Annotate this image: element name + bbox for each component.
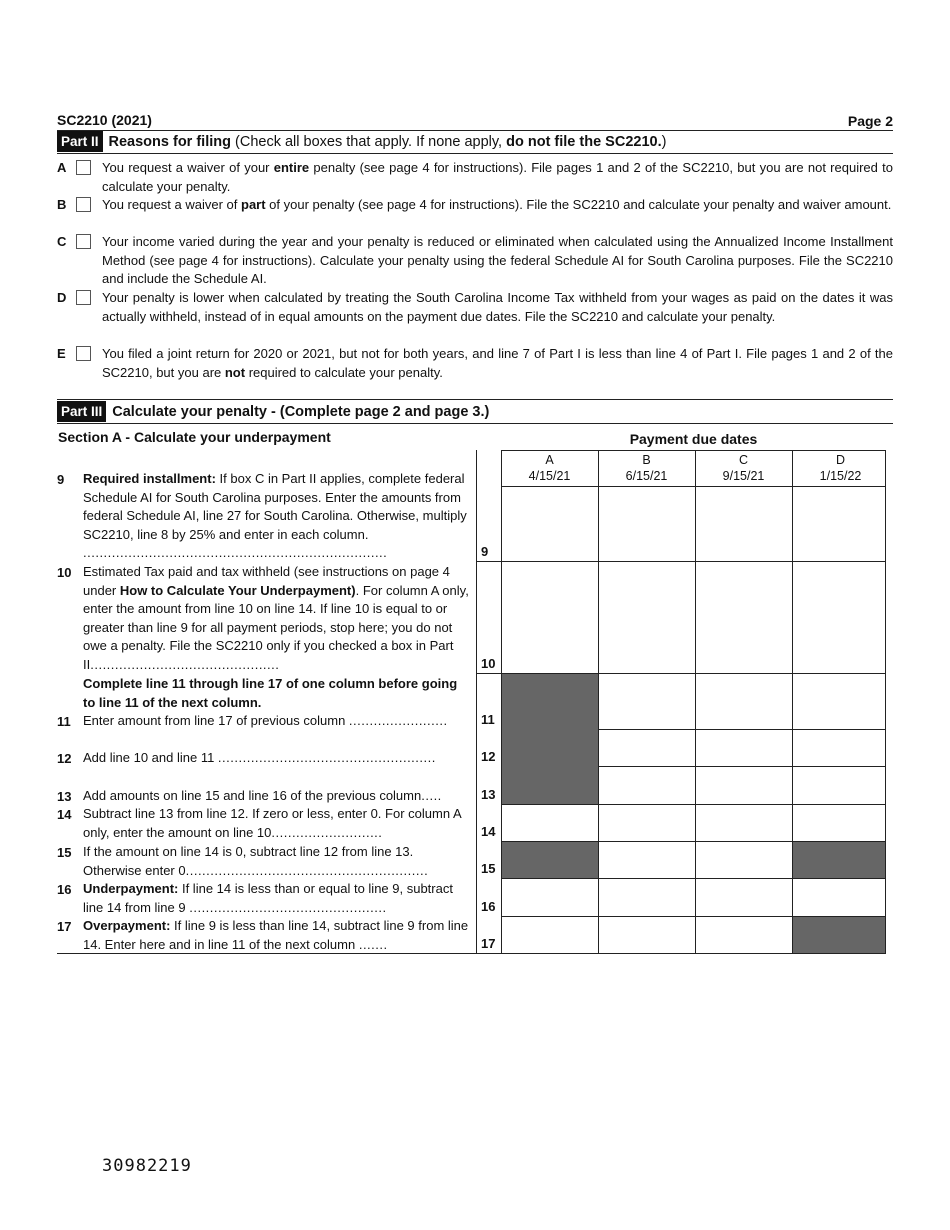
- line10-col-b-input[interactable]: [599, 562, 695, 673]
- line9-col-a-input[interactable]: [502, 487, 598, 561]
- line10-text: Estimated Tax paid and tax withheld (see instructions on page 4 under How to Calculate Your Underpayment). For column A only, enter the amount from line 10 on line 14. If line 10 is equal to or greater than line 9 for all payment periods, stop here; you do not owe a penalty. File the SC2210 only if you checked a box in Part II..............................................: [83, 564, 469, 672]
- reason-text: You filed a joint return for 2020 or 2021, but not for both years, and line 7 of Part I is less than line 4 of Part I. File pages 1 and 2 of the SC2210, but you are not required to calculate your penalty.: [102, 346, 893, 380]
- reason-text: You request a waiver of part of your penalty (see page 4 for instructions). File the SC2210 and calculate your penalty and waiver amount.: [102, 197, 892, 212]
- part2-title: Reasons for filing (Check all boxes that apply. If none apply, do not file the SC2210.): [108, 133, 667, 150]
- column-instruction: Complete line 11 through line 17 of one column before going to line 11 of the next column.: [83, 676, 458, 710]
- reason-c-checkbox[interactable]: [76, 234, 91, 249]
- reason-a: [57, 159, 893, 196]
- line14-text: Subtract line 13 from line 12. If zero or less, enter 0. For column A only, enter the amount on line 10...........................: [83, 806, 461, 840]
- line16-text: Underpayment: If line 14 is less than or equal to line 9, subtract line 14 from line 9 ................................................: [83, 881, 453, 915]
- line10-col-c-input[interactable]: [696, 562, 792, 673]
- line-number: 14: [57, 807, 72, 822]
- line-number: 11: [57, 714, 71, 729]
- line9-col-d-input[interactable]: [793, 487, 885, 561]
- reason-text: Your income varied during the year and your penalty is reduced or eliminated when calculated using the Annualized Income Installment Method (see page 4 for instructions). Calculate your penalty using the federal Schedule AI for South Carolina purposes. File the SC2210 and include the Schedule AI.: [102, 234, 893, 287]
- part3-header: [57, 401, 489, 422]
- reason-b-checkbox[interactable]: [76, 197, 91, 212]
- grid-line: [501, 878, 886, 879]
- part2-header: [57, 131, 666, 152]
- line-number: 10: [57, 565, 72, 580]
- part2-rule: [57, 153, 893, 154]
- line-number: 12: [57, 751, 72, 766]
- grid-line: [598, 766, 886, 767]
- grid-line: [476, 673, 886, 674]
- shaded-cell: [792, 841, 886, 878]
- line-box-number: 13: [481, 787, 496, 802]
- line11-text: Enter amount from line 17 of previous column ........................: [83, 713, 448, 728]
- col-d-header: D 1/15/22: [819, 453, 862, 483]
- grid-line: [501, 804, 886, 805]
- line-box-number: 11: [481, 712, 495, 727]
- line13-text: Add amounts on line 15 and line 16 of the previous column.....: [83, 788, 442, 803]
- line9-text: Required installment: If box C in Part II applies, complete federal Schedule AI for South Carolina purposes. Enter the amounts from federal Schedule AI, line 27 for South Carolina. Otherwise, multiply SC2210, line 8 by 25% and enter in each column. ..........................................................................: [83, 471, 467, 561]
- reason-e-checkbox[interactable]: [76, 346, 91, 361]
- reason-a-checkbox[interactable]: [76, 160, 91, 175]
- reason-text: You request a waiver of your entire penalty (see page 4 for instructions). File pages 1 and 2 of the SC2210, but you are not required to calculate your penalty.: [102, 160, 893, 194]
- line15-text: If the amount on line 14 is 0, subtract line 12 from line 13. Otherwise enter 0...........................................................: [83, 844, 429, 878]
- line-number: 17: [57, 919, 72, 934]
- line9-col-c-input[interactable]: [696, 487, 792, 561]
- shaded-cell: [501, 673, 598, 804]
- line-box-number: 12: [481, 749, 496, 764]
- line-number: 15: [57, 845, 72, 860]
- grid-line: [476, 450, 477, 953]
- line-box-number: 16: [481, 899, 496, 914]
- line-number: 16: [57, 882, 72, 897]
- reason-d-checkbox[interactable]: [76, 290, 91, 305]
- line12-text: Add line 10 and line 11 .....................................................: [83, 750, 436, 765]
- reason-e: [57, 345, 893, 382]
- reason-letter: A: [57, 160, 67, 175]
- form-id: SC2210 (2021): [57, 112, 152, 128]
- payment-due-dates: Payment due dates: [629, 431, 758, 447]
- line-number: 9: [57, 472, 65, 487]
- line-box-number: 10: [481, 656, 496, 671]
- part2-label: Part II: [57, 131, 103, 152]
- shaded-cell: [792, 916, 886, 953]
- part3-top-rule: [57, 399, 893, 400]
- line-box-number: 14: [481, 824, 496, 839]
- line10-col-d-input[interactable]: [793, 562, 885, 673]
- part3-rule: [57, 423, 893, 424]
- col-c-header: C 9/15/21: [722, 453, 765, 483]
- line10-col-a-input[interactable]: [502, 562, 598, 673]
- reason-b: [57, 196, 893, 215]
- grid-line: [501, 916, 886, 917]
- section-a-title: Section A - Calculate your underpayment: [58, 429, 331, 445]
- grid-line: [501, 450, 886, 451]
- grid-line: [501, 841, 886, 842]
- grid-line: [598, 729, 886, 730]
- line-box-number: 15: [481, 861, 496, 876]
- line-box-number: 17: [481, 936, 496, 951]
- barcode-number: 30982219: [102, 1156, 192, 1176]
- reason-text: Your penalty is lower when calculated by treating the South Carolina Income Tax withheld from your wages as paid on the dates it was actually withheld, instead of in equal amounts on the payment due dates. File the SC2210 and calculate your penalty.: [102, 290, 893, 324]
- line17-text: Overpayment: If line 9 is less than line 14, subtract line 9 from line 14. Enter here and in line 11 of the next column .......: [83, 918, 469, 952]
- line-box-number: 9: [481, 544, 489, 559]
- line9-col-b-input[interactable]: [599, 487, 695, 561]
- page-number: Page 2: [847, 113, 893, 129]
- reason-letter: B: [57, 197, 67, 212]
- reason-d: [57, 289, 893, 326]
- reason-letter: C: [57, 234, 67, 249]
- line-number: 13: [57, 789, 72, 804]
- reason-c: [57, 233, 893, 289]
- shaded-cell: [501, 841, 598, 878]
- reason-letter: D: [57, 290, 67, 305]
- col-b-header: B 6/15/21: [625, 453, 668, 483]
- part3-label: Part III: [57, 401, 106, 422]
- col-a-header: A 4/15/21: [528, 453, 571, 483]
- reason-letter: E: [57, 346, 66, 361]
- grid-line: [885, 450, 886, 953]
- part3-title: Calculate your penalty - (Complete page 2 and page 3.): [112, 403, 490, 420]
